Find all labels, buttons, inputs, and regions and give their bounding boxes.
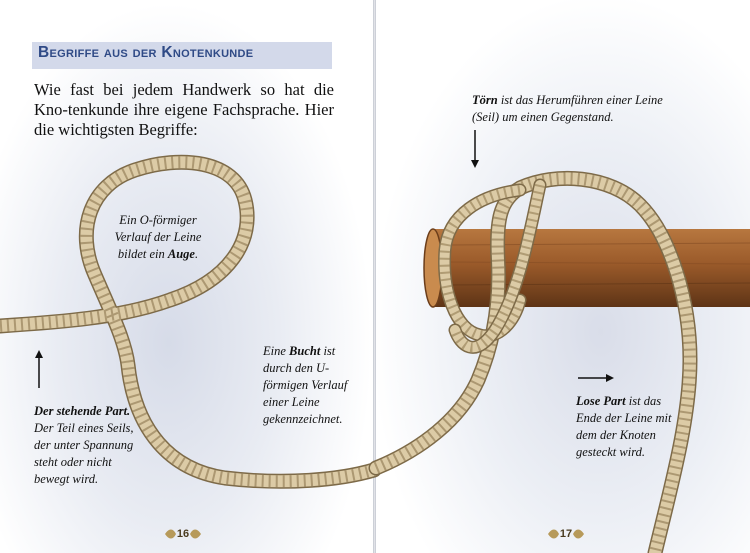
page-number-right-text: 17 bbox=[559, 528, 573, 540]
note-stehende-part bbox=[34, 403, 134, 488]
note-toern bbox=[472, 92, 672, 126]
arrow-up-icon bbox=[34, 350, 44, 388]
note-auge-text: Ein O-förmiger Verlauf der Leine bildet ein bbox=[114, 213, 202, 261]
term-auge: Auge bbox=[167, 247, 195, 261]
term-stehende-part: Der stehende Part. bbox=[34, 404, 131, 418]
section-heading: Begriffe aus der Knotenkunde bbox=[32, 42, 332, 69]
note-lose-text: ist das Ende der Leine mit dem der Knoten gesteckt wird. bbox=[576, 394, 672, 459]
note-bucht-text: ist durch den U-förmigen Verlauf einer Leine gekennzeichnet. bbox=[263, 344, 348, 426]
note-stehende-text: Der Teil eines Seils, der unter Spannung steht oder nicht bewegt wird. bbox=[34, 421, 134, 486]
term-toern: Törn bbox=[472, 93, 498, 107]
note-auge-end: . bbox=[194, 247, 199, 261]
arrow-down-icon bbox=[470, 130, 480, 168]
page-number-left-text: 16 bbox=[176, 528, 190, 540]
note-bucht bbox=[263, 343, 353, 428]
note-lose-part bbox=[576, 393, 676, 461]
intro-paragraph: Wie fast bei jedem Handwerk so hat die Kno-tenkunde ihre eigene Fachsprache. Hier die wichtigsten Begriffe: bbox=[34, 80, 334, 139]
note-bucht-pre: Eine bbox=[263, 344, 290, 358]
page-number-right bbox=[546, 524, 586, 544]
term-bucht: Bucht bbox=[289, 344, 321, 358]
arrow-right-icon bbox=[578, 373, 614, 383]
page-number-left bbox=[163, 524, 203, 544]
term-lose-part: Lose Part bbox=[576, 394, 626, 408]
note-toern-text: ist das Herumführen einer Leine (Seil) um einen Gegenstand. bbox=[472, 93, 663, 124]
note-auge bbox=[108, 212, 208, 263]
wooden-post bbox=[424, 229, 750, 307]
